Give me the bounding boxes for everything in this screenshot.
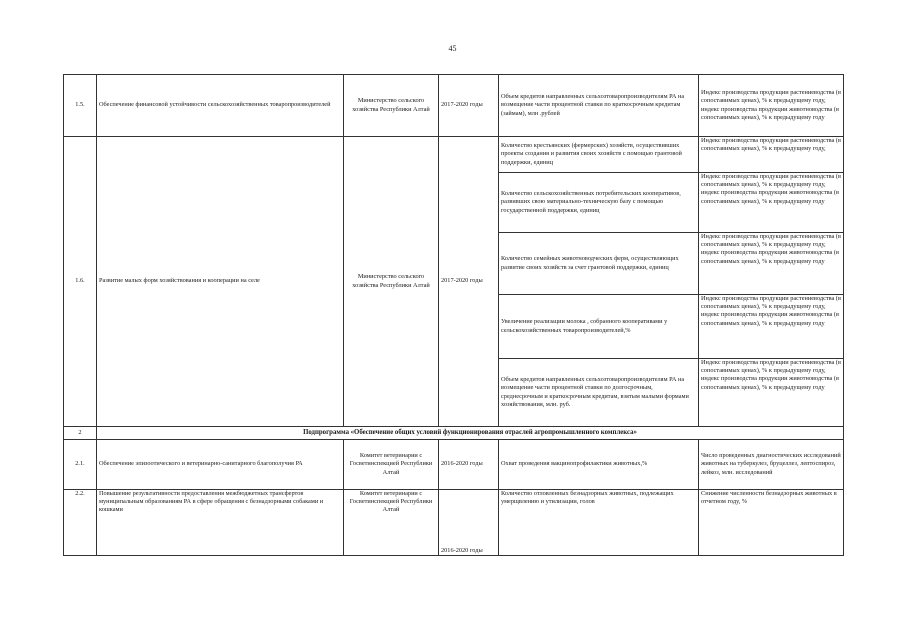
responsible-org: Комитет ветеринарии с Госветинспекцией Республики Алтай — [344, 490, 439, 556]
responsible-org: Комитет ветеринарии с Госветинспекцией Республики Алтай — [344, 440, 439, 490]
goal-indicator: Снижение численности безнадзорных животных в отчетном году, % — [699, 490, 844, 556]
period: 2016-2020 годы — [439, 440, 499, 490]
measure-name: Развитие малых форм хозяйствования и кооперации на селе — [97, 137, 344, 427]
indicator: Количество крестьянских (фермерских) хозяйств, осуществивших проекты создания и развития своих хозяйств с помощью грантовой поддержки, единиц — [499, 137, 699, 173]
indicator: Количество семейных животноводческих ферм, осуществляющих развитие своих хозяйств за счет грантовой поддержки, единиц — [499, 233, 699, 295]
period: 2017-2020 годы — [439, 137, 499, 427]
indicator: Объем кредитов направленных сельхозтоваропроизводителям РА на возмещение части процентной ставки по краткосрочным кредитам (займам), млн .рублей — [499, 75, 699, 137]
goal-indicator: Индекс производства продукции растениеводства (в сопоставимых ценах), % к предыдущему году, индекс производства продукции животноводства (в сопоставимых ценах), % к предыдущему году — [699, 295, 844, 359]
measure-name: Обеспечение эпизоотического и ветеринарно-санитарного благополучия РА — [97, 440, 344, 490]
goal-indicator: Индекс производства продукции растениеводства (в сопоставимых ценах), % к предыдущему году, индекс производства продукции животноводства (в сопоставимых ценах), % к предыдущему году — [699, 359, 844, 427]
goal-indicator: Индекс производства продукции растениеводства (в сопоставимых ценах), % к предыдущему году, индекс производства продукции животноводства (в сопоставимых ценах), % к предыдущему году — [699, 173, 844, 233]
responsible-org: Министерство сельского хозяйства Республики Алтай — [344, 137, 439, 427]
indicator: Количество отловленных безнадзорных животных, подлежащих умерщвлению и утилизации, голов — [499, 490, 699, 556]
row-number: 2.2. — [64, 490, 97, 556]
goal-indicator: Индекс производства продукции растениеводства (в сопоставимых ценах), % к предыдущему году, индекс производства продукции животноводства (в сопоставимых ценах), % к предыдущему году — [699, 233, 844, 295]
period: 2016-2020 годы — [439, 490, 499, 556]
goal-indicator: Индекс производства продукции растениеводства (в сопоставимых ценах), % к предыдущему году, индекс производства продукции животноводства (в сопоставимых ценах), % к предыдущему году — [699, 75, 844, 137]
table-row-2-1 — [64, 440, 844, 490]
indicator: Количество сельскохозяйственных потребительских кооперативов, развивших свою материально-техническую базу с помощью государственной поддержки, единиц — [499, 173, 699, 233]
goal-indicator: Индекс производства продукции растениеводства (в сопоставимых ценах), % к предыдущему году, — [699, 137, 844, 173]
measure-name: Обеспечение финансовой устойчивости сельскохозяйственных товаропроизводителей — [97, 75, 344, 137]
subprogram-title: Подпрограмма «Обеспечение общих условий функционирования отраслей агропромышленного комплекса» — [97, 427, 844, 440]
table-row-1-6 — [64, 137, 844, 173]
indicator: Охват проведения вакцинопрофилактики животных,% — [499, 440, 699, 490]
table-row-2-2 — [64, 490, 844, 556]
responsible-org: Министерство сельского хозяйства Республики Алтай — [344, 75, 439, 137]
program-table — [63, 74, 844, 556]
row-number: 2.1. — [64, 440, 97, 490]
row-number: 1.5. — [64, 75, 97, 137]
table-row-1-5 — [64, 75, 844, 137]
indicator: Объем кредитов направленных сельхозтоваропроизводителям РА на возмещение части процентной ставки по долгосрочным, среднесрочным и краткосрочным кредитам, взятым малыми формами хозяйствования, млн. руб. — [499, 359, 699, 427]
page-number: 45 — [448, 44, 457, 53]
period: 2017-2020 годы — [439, 75, 499, 137]
measure-name: Повышение результативности предоставления межбюджетных трансфертов муниципальным образованиям РА в сфере обращения с безнадзорными собаками и кошками — [97, 490, 344, 556]
row-number: 1.6. — [64, 137, 97, 427]
table-row-2 — [64, 427, 844, 440]
indicator: Увеличение реализации молока , собранного кооперативами у сельскохозяйственных товаропроизводителей,% — [499, 295, 699, 359]
row-number: 2 — [64, 427, 97, 440]
goal-indicator: Число проведенных диагностических исследований животных на туберкулез, бруцеллез, лептоспироз, лейкоз, млн. исследований — [699, 440, 844, 490]
